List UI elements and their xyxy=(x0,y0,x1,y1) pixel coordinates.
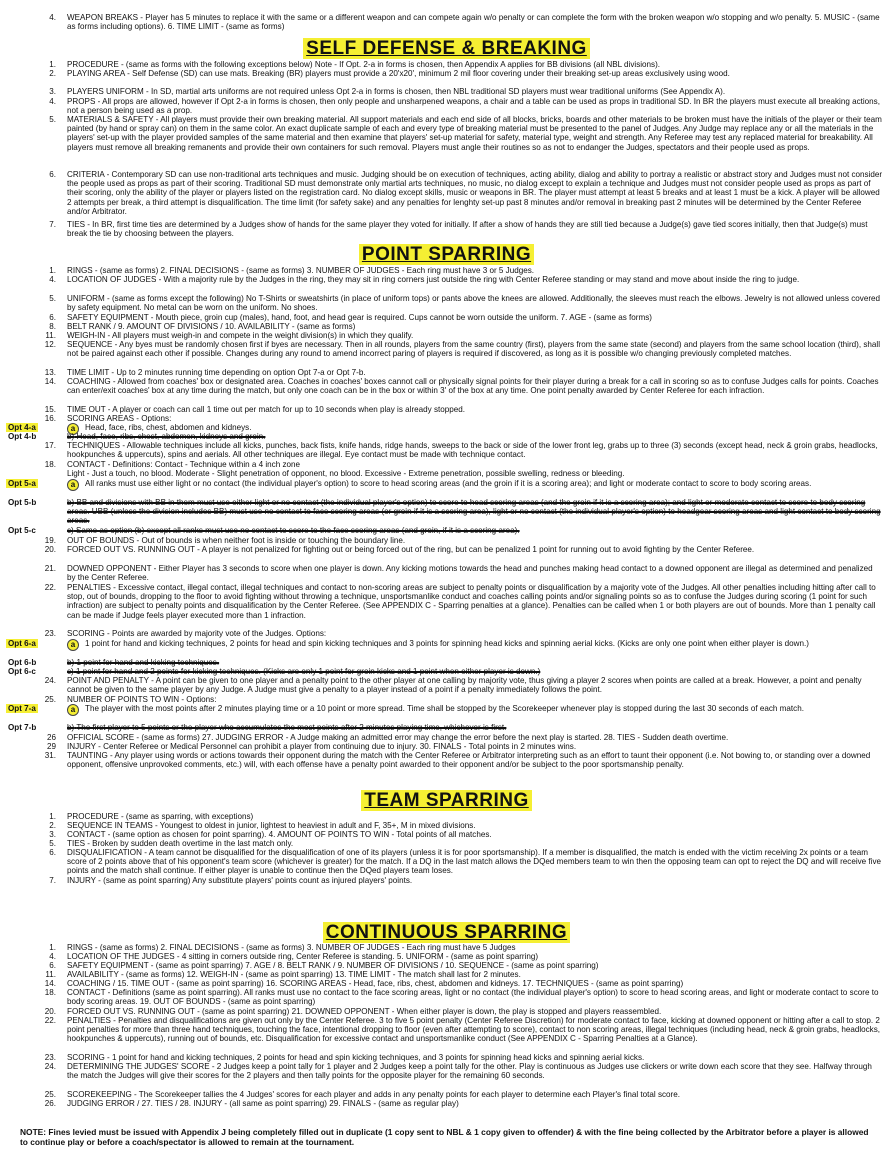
option-label: Opt 4-a xyxy=(8,423,36,432)
option-label: Opt 4-b xyxy=(8,432,37,441)
section-heading-team-sparring: TEAM SPARRING xyxy=(0,790,893,811)
section-heading-self-defense: SELF DEFENSE & BREAKING xyxy=(0,38,893,59)
footer-note: NOTE: Fines levied must be issued with Appendix J being completely filled out in duplicate (1 copy sent to NBL & 1 copy given to offender) & with the fine being collected by the Arbitrator before a player is allowed to continue play or before a coach/spectator is allowed to remain at the tournament. xyxy=(20,1127,869,1147)
section-heading-continuous-sparring: CONTINUOUS SPARRING xyxy=(0,922,893,943)
section-heading-point-sparring: POINT SPARRING xyxy=(0,244,893,265)
selected-option-badge: a xyxy=(67,479,79,491)
rules-page: 4. WEAPON BREAKS - Player has 5 minutes to replace it with the same or a different weapon and can compete again w/o penalty or can complete the form with the broken weapon w/o stopping and w/o penalty. 5. MUSIC - (same as forms including options). 6. TIME LIMIT - (same as forms) SELF DEFENSE & BREAKING 1. PROCEDURE - (same as forms with the following exceptions below) Note - If Opt. 2-a in forms is chosen, then Appendix A applies for BB divisions (all NBL divisions). 2. PLAYING AREA - Self Defense (SD) can use mats. Breaking (BR) players must provide a 20'x20', minimum 2 mil floor covering under their breaking set-up areas exclusively using wood. 3. PLAYERS UNIFORM - In SD, martial arts uniforms are not required unless Opt 2-a in forms is chosen, then NBL traditional SD players must wear traditional uniforms (See Appendix A). 4. PROPS - All props are allowed, however if Opt 2-a in forms is chosen, then only people and unsharpened weapons, a chair and a table can be used as props in traditional SD. In BR the players must execute all breaking actions, not a person being used as a prop. 5. MATERIALS & SAFETY - All players must provide their own breaking material. All support materials and each end side of all blocks, bricks, boards and other materials to be broken must have the initials of the player or their team painted (by hand or spray can) on them in the same color. An exact duplicate sample of each and every type of breaking material must be presented to the panel of Judges. Any Judge may replace any or all the materials in the players' set-up with the player provided samples of the same material and then examine that players' set-up material for safety, material type, weight and strength. Any Referee may test any replaced material for breakability. All players must remove all breaking remanents and provide their own containers for such removal. Players must angle their routines so as not to endanger the Judges, spectators and their people used as props. 6. CRITERIA - Contemporary SD can use non-traditional arts techniques and music. Judging should be on execution of techniques, acting ability, dialog and ability to portray a realistic or abstract story and Judges must not consider the people used as props as part of their scoring. Traditional SD must demonstrate only martial arts techniques, no music, no dialog except to explain a technique and Judges must not consider people used as props as part of their scoring, only the ability of the player or players listed on the registration card. No dialog except skills, music or weapons in BR. The player must attempt at least 5 breaks and at least 1 must be a kick. A player will be allowed 2 attempts per break, a third attempt is disqualification. The time limit (for safety sake) and any penalties for lenghty set-up past 8 minutes and/or removal in breaking past 2 minutes will be determined by the Center Referee and/or Arbitrator. 7. TIES - In BR, first time ties are determined by a Judges show of hands for the same player they voted for initially. If after a show of hands they are still tied because a Judge(s) gave tied scores initially, then that Judge(s) must break the tie by choosing between the players. POINT SPARRING 1. RINGS - (same as forms) 2. FINAL DECISIONS - (same as forms) 3. NUMBER OF JUDGES - Each ring must have 3 or 5 Judges. 4. LOCATION OF JUDGES - With a majority rule by the Judges in the ring, they may sit in ring corners just outside the ring with Center Referee standing or may stand and move about inside the ring to judge. 5. UNIFORM - (same as forms except the following) No T-Shirts or sweatshirts (in place of uniform tops) or pants above the knees are allowed. Additionally, the sleeves must reach the elbows. Jewelry is not allowed unless covered by safety equipment. No metal can be worn on the uniform. No shoes. 6. SAFETY EQUIPMENT - Mouth piece, groin cup (males), hand, foot, and head gear is required. Cups cannot be worn outside the uniform. 7. AGE - (same as forms) 8. BELT RANK / 9. AMOUNT OF DIVISIONS / 10. AVAILABILITY - (same as forms) 11. WEIGH-IN - All players must weigh-in and compete in the weight division(s) in which they qualify. 12. SEQUENCE - Any byes must be randomly chosen first if byes are necessary. Then in all rounds, players from the same country (first), players from the same state (second) and players from the same school location (third), shall not be paired against each other if possible. Changes during any round to amend incorrect paring of players is required if discovered, as long as it is possible w/o changing previously completed matches. 13. TIME LIMIT - Up to 2 minutes running time depending on option Opt 7-a or Opt 7-b. 14. COACHING - Allowed from coaches' box or designated area. Coaches in coaches' boxes cannot call or physically signal points for their player during a break for a call in scoring so as to confuse Judges calls for points. Coaches can enter/exit coaches' box at any time during the match, but only one coach can be in the box or within 3' of the box at any time. One point penalty awarded by Center Referee for each infraction. 15. TIME OUT - A player or coach can call 1 time out per match for up to 10 seconds when play is already stopped. 16. SCORING AREAS - Options: Opt 4-a a Head, face, ribs, chest, abdomen and kidneys. Opt 4-b b) Head, face, ribs, chest, abdomen, kidneys and groin. 17. TECHNIQUES - Allowable techniques include all kicks, punches, back fists, knife hands, ridge hands, sweeps to the back or side of the lower front leg, grabs up to three (3) seconds (except head, neck & groin grabs, headlocks, hookpunches & uppercuts), spins and aerials. All other techniques are illegal. Eye contact must be made with technique contact. 18. CONTACT - Definitions: Contact - Technique within a 4 inch zone Light - Just a touch, no blood. Moderate - Slight penetration of opponent, no blood. Excessive - Extreme penetration, possible swelling, redness or bleeding. Opt 5-a a All ranks must use either light or no contact (the individual player's option) to score to head scoring areas (and the groin if it is a scoring area); and light or moderate contact to score to body scoring areas. Opt 5-b b) BB and divisions with BB in them must use either light or no contact (the individual player's option) to score to head scoring areas (and the groin if it is a scoring area); and light or moderate contact to score to body scoring areas. UBB (unless the division includes BB) must use no contact to face scoring areas (or groin if it is a scoring area), light or no contact (the individual player's option) to headgear scoring areas and light contact to body scoring areas. Opt 5-c c) Same as option (b) except all ranks must use no contact to score to the face scoring areas (and groin, if it is a scoring area). 19. OUT OF BOUNDS - Out of bounds is when neither foot is inside or touching the boundary line. 20. FORCED OUT VS. RUNNING OUT - A player is not penalized for fighting out or being forced out of the ring, but can be penalized 1 point for running out to avoid fighting by the Center Referee. 21. DOWNED OPPONENT - Either Player has 3 seconds to score when one player is down. Any kicking motions towards the head and punches making head contact to a downed opponent are illegal as determined and penalized by the Center Referee. 22. PENALTIES - Excessive contact, illegal contact, illegal techniques and contact to non-scoring areas are subject to penalty points or disqualification by a majority vote of the Judges. All other penalties including hitting after call to stop, out of bounds, dropping to the floor to avoid fighting without throwing a technique, unsportsmanlike conduct and coaches calling points and/or signaling points so as to confuse the Judges during scoring (1 point for such infraction) are subject to penalty points and disqualification by the Center Referee. (See APPENDIX C - Sparring penalties at a glance). Penalties can be called when 1 or both players are out of bounds. More than 1 penalty call can be made if Judge feels player executed more than 1 infraction. 23. SCORING - Points are awarded by majority vote of the Judges. Options: Opt 6-a a 1 point for hand and kicking techniques, 2 points for head and spin kicking techniques and 3 points for spinning head kicks and spinning aerial kicks. (Kicks are only one point when either player is down.) Opt 6-b b) 1 point for hand and kicking techniques. Opt 6-c c) 1 point for hand and 2 points for kicking techniques. (Kicks are only 1 point for groin kicks and 1 point when either player is down.) 24. POINT AND PENALTY - A point can be given to one player and a penalty point to the other player at one calling by majority vote, thus giving a player 2 scores when points are called at a break. However, a point and penalty cannot be given to the same player by any Judge. A Judge must give a penalty to a player instead of a point if a penalty immediately follows the point. 25. NUMBER OF POINTS TO WIN - Options: Opt 7-a a The player with the most points after 2 minutes playing time or a 10 point or more spread. Time shall be stopped by the Scorekeeper whenever play is stopped during the last 30 seconds of each match. Opt 7-b b) The first player to 5 points or the player who accumulates the most points after 2 minutes playing time, whichever is first. 26 OFFICIAL SCORE - (same as forms) 27. JUDGING ERROR - A Judge making an admitted error may change the error before the next play is started. 28. TIES - Sudden death overtime. 29 INJURY - Center Referee or Medical Personnel can prohibit a player from continuing due to injury. 30. FINALS - Total points in 2 minutes wins. 31. TAUNTING - Any player using words or actions towards their opponent during the match with the Center Referee or Arbitrator interpreting such as an effort to taunt their opponent (i.e. Not bowing to, or standing over a downed opponent, offensive unprovoked comments, etc.) will, with each offense have a penalty point awarded to their opponent and/or be subject to the poor sportsmanship penalty. TEAM SPARRING 1. PROCEDURE - (same as sparring, with exceptions) 2. SEQUENCE IN TEAMS - Youngest to oldest in junior, lightest to heaviest in adult and F, 35+, M in mixed divisions. 3. CONTACT - (same option as chosen for point sparring). 4. AMOUNT OF POINTS TO WIN - Total points of all matches. 5. TIES - Broken by sudden death overtime in the last match only. 6. DISQUALIFICATION - A team cannot be disqualified for the disqualification of one of its players (unless it is for poor sportsmanship). If a member is disqualified, the match is ended with the victim receiving 2x points or a team score of 2 points above that of his opponent's team score (whichever is greater) for the match. If a DQ in the last match allows the DQed members team to win then the opposing team can opt to reject the DQ and will receive five points and the match shall continue. If either player is unable to continue then the DQed players team loses. 7. INJURY - (same as point sparring) Any substitute players' points count as injured players' points. CONTINUOUS SPARRING 1. RINGS - (same as forms) 2. FINAL DECISIONS - (same as forms) 3. NUMBER OF JUDGES - Each ring must have 5 Judges 4. LOCATION OF THE JUDGES - 4 sitting in corners outside ring, Center Referee is standing. 5. UNIFORM - (same as point sparring) 6. SAFETY EQUIPMENT - (same as point sparring) 7. AGE / 8. BELT RANK / 9. NUMBER OF DIVISIONS / 10. SEQUENCE - (same as point sparring) 11. AVAILABILITY - (same as forms) 12. WEIGH-IN - (same as point sparring) 13. TIME LIMIT - The match shall last for 2 minutes. 14. COACHING / 15. TIME OUT - (same as point sparring) 16. SCORING AREAS - Head, face, ribs, chest, abdomen and kidneys. 17. TECHNIQUES - (same as point sparring) 18. CONTACT - Definitions (same as point sparring). All ranks must use no contact to the face scoring areas, light or no contact (the individual player's option) to score to head scoring areas, and light or moderate contact to score to body scoring areas. 19. OUT OF BOUNDS - (same as point sparring) 20. FORCED OUT VS. RUNNING OUT - (same as point sparring) 21. DOWNED OPPONENT - When either player is down, the play is stopped and players reassembled. 22. PENALTIES - Penalties and disqualifications are given out only by the Center Referee. 3 to five 5 point penalty (Center Referee Discretion) for moderate contact to face, kicking at downed opponent or hitting after a call to stop. 2 point penalties for more than three hand techniques, touching the face, intentional dropping to floor (even after attempting to score), contact to non scoring areas, illegal techniques (including head, neck & groin grabs, headlocks, hookpunches & uppercuts), running out of bounds, etc. Disqualification for excessive contact and unsportsmanlike conduct (See APPENDIX C - Sparring Penalties at a Glance). 23. SCORING - 1 point for hand and kicking techniques, 2 points for head and spin kicking techniques, and 3 points for spinning head kicks and spinning aerial kicks. 24. DETERMINING THE JUDGES' SCORE - 2 Judges keep a point tally for 1 player and 2 Judges keep a point tally for the other. Play is continuous as Judges use clickers or write down each score that they see. Halfway through the match the Judges will give their scores for the 2 players and then tally points for the opposite player for the remaining 60 seconds. 25. SCOREKEEPING - The Scorekeeper tallies the 4 Judges' scores for each player and adds in any penalty points for each player to determine each Player's final total score. 26. JUDGING ERROR / 27. TIES / 28. INJURY - (all same as point sparring) 29. FINALS - (same as regular play) NOTE: Fines levied must be issued with Appendix J being completely filled out in duplicate (1 copy sent to NBL & 1 copy given to offender) & with the fine being collected by the Arbitrator before a player is allowed to continue play or before a coach/spectator is allowed to remain at the tournament. xyxy=(0,0,893,1161)
selected-option-badge: a xyxy=(67,423,79,435)
selected-option-badge: a xyxy=(67,704,79,716)
selected-option-badge: a xyxy=(67,639,79,651)
